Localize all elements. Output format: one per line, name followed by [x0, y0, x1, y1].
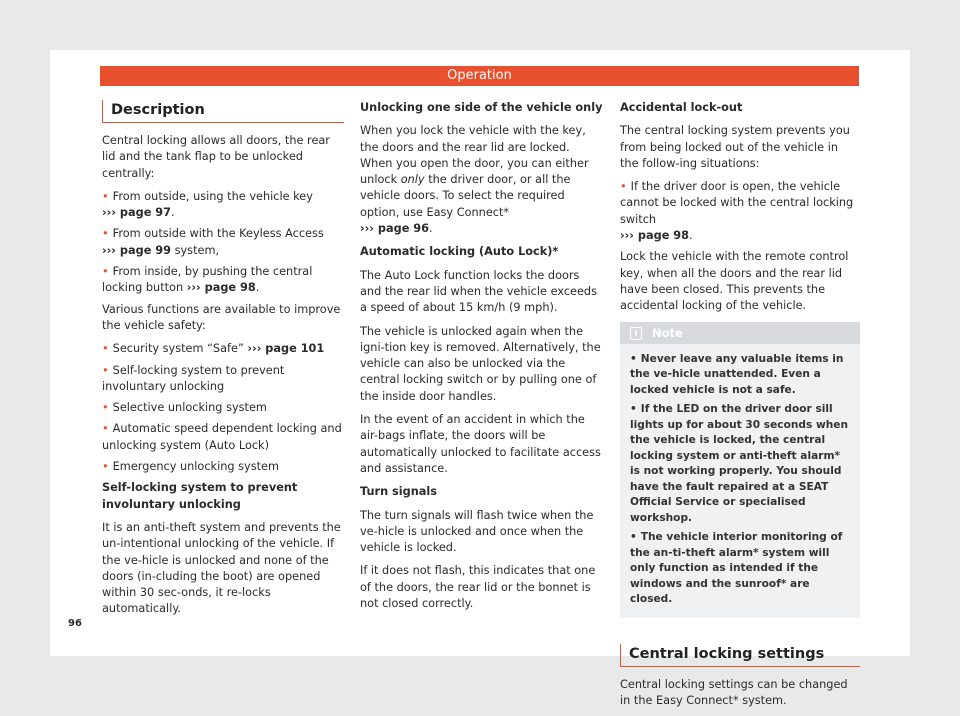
list-item: • Self-locking system to prevent involuntary unlocking: [102, 363, 344, 396]
page-number: 96: [68, 618, 82, 629]
page-link[interactable]: ››› page 101: [247, 342, 325, 356]
remote-key-paragraph: Lock the vehicle with the remote control key, when all the doors and the rear lid have been closed. This prevents the accidental locking of the vehicle.: [620, 250, 849, 313]
list-item: • If the driver door is open, the vehicle cannot be locked with the central locking switch ››› page 98.: [620, 179, 860, 244]
subheading-unlocking-one-side: Unlocking one side of the vehicle only: [360, 101, 603, 114]
page-link[interactable]: ››› page 97: [102, 206, 172, 220]
list-item: • From outside with the Keyless Access ››› page 99 system,: [102, 226, 344, 259]
column-3: [620, 100, 860, 716]
section-heading-central-locking-settings: Central locking settings: [620, 644, 860, 666]
page-link[interactable]: ››› page 99: [102, 243, 172, 257]
settings-paragraph: Central locking settings can be changed in the Easy Connect* system.: [620, 677, 848, 707]
lockout-paragraph: The central locking system prevents you from being locked out of the vehicle in the follow-ing situations:: [620, 124, 850, 170]
list-item: • Emergency unlocking system: [102, 459, 344, 475]
list-item: • From outside, using the vehicle key ››› page 97.: [102, 189, 344, 222]
column-2: [360, 100, 603, 619]
column-1: [102, 100, 344, 625]
subheading-accidental-lockout: Accidental lock-out: [620, 101, 743, 114]
section-header: Operation: [100, 66, 859, 86]
note-item: • The vehicle interior monitoring of the an-ti-theft alarm* system will only function as intended if the windows and the sunroof* are closed.: [630, 530, 850, 608]
note-body: [620, 344, 860, 618]
list-item: • Selective unlocking system: [102, 400, 344, 416]
page-link[interactable]: ››› page 98: [620, 229, 690, 243]
self-locking-paragraph: It is an anti-theft system and prevents the un-intentional unlocking of the vehicle. If the ve-hicle is unlocked and none of the doors (in-cluding the boot) are opened within 30 sec-onds, it re-locks automatically.: [102, 520, 341, 616]
list-item: • Security system “Safe” ››› page 101: [102, 341, 344, 357]
info-icon: i: [630, 327, 642, 340]
subheading-self-locking: Self-locking system to prevent involuntary unlocking: [102, 481, 298, 511]
accident-paragraph: In the event of an accident in which the air-bags inflate, the doors will be automatically unlocked to facilitate access and assistance.: [360, 413, 601, 475]
page-link[interactable]: ››› page 98: [186, 281, 256, 295]
intro-paragraph: Central locking allows all doors, the rear lid and the tank flap to be unlocked centrally:: [102, 134, 330, 180]
note-box: [620, 322, 860, 618]
unlocking-paragraph: When you lock the vehicle with the key, the doors and the rear lid are locked. When you open the door, you can either unlock only the driver door, or all the vehicle doors. To select the required option, use Easy Connect* ››› page 96.: [360, 124, 589, 236]
subheading-turn-signals: Turn signals: [360, 485, 437, 499]
unlock-paragraph: The vehicle is unlocked again when the igni-tion key is removed. Alternatively, the vehicle can also be unlocked via the central locking switch or by pulling one of the inside door handles.: [360, 324, 601, 403]
note-item: • If the LED on the driver door sill lights up for about 30 seconds when the vehicle is locked, the central locking system or anti-theft alarm* is not working properly. You should have the fault repaired at a SEAT Official Service or specialised workshop.: [630, 402, 850, 526]
page-link[interactable]: ››› page 96: [360, 222, 430, 236]
intro-paragraph-2: Various functions are available to improve the vehicle safety:: [102, 302, 341, 332]
no-flash-paragraph: If it does not flash, this indicates that one of the doors, the rear lid or the bonnet is not closed correctly.: [360, 564, 596, 611]
heading-rule: [620, 666, 860, 667]
section-heading-description: Description: [102, 100, 344, 122]
list-item: • From inside, by pushing the central locking button ››› page 98.: [102, 264, 344, 297]
note-item: • Never leave any valuable items in the ve-hicle unattended. Even a locked vehicle is not a safe.: [630, 352, 850, 399]
subheading-auto-lock: Automatic locking (Auto Lock)*: [360, 245, 559, 259]
auto-lock-paragraph: The Auto Lock function locks the doors and the rear lid when the vehicle exceeds a speed of about 15 km/h (9 mph).: [360, 268, 597, 315]
list-item: • Automatic speed dependent locking and unlocking system (Auto Lock): [102, 421, 344, 454]
turn-signals-paragraph: The turn signals will flash twice when the ve-hicle is unlocked and once when the vehicle is locked.: [360, 508, 594, 555]
note-header: i Note: [620, 322, 860, 344]
heading-rule: [102, 122, 344, 123]
